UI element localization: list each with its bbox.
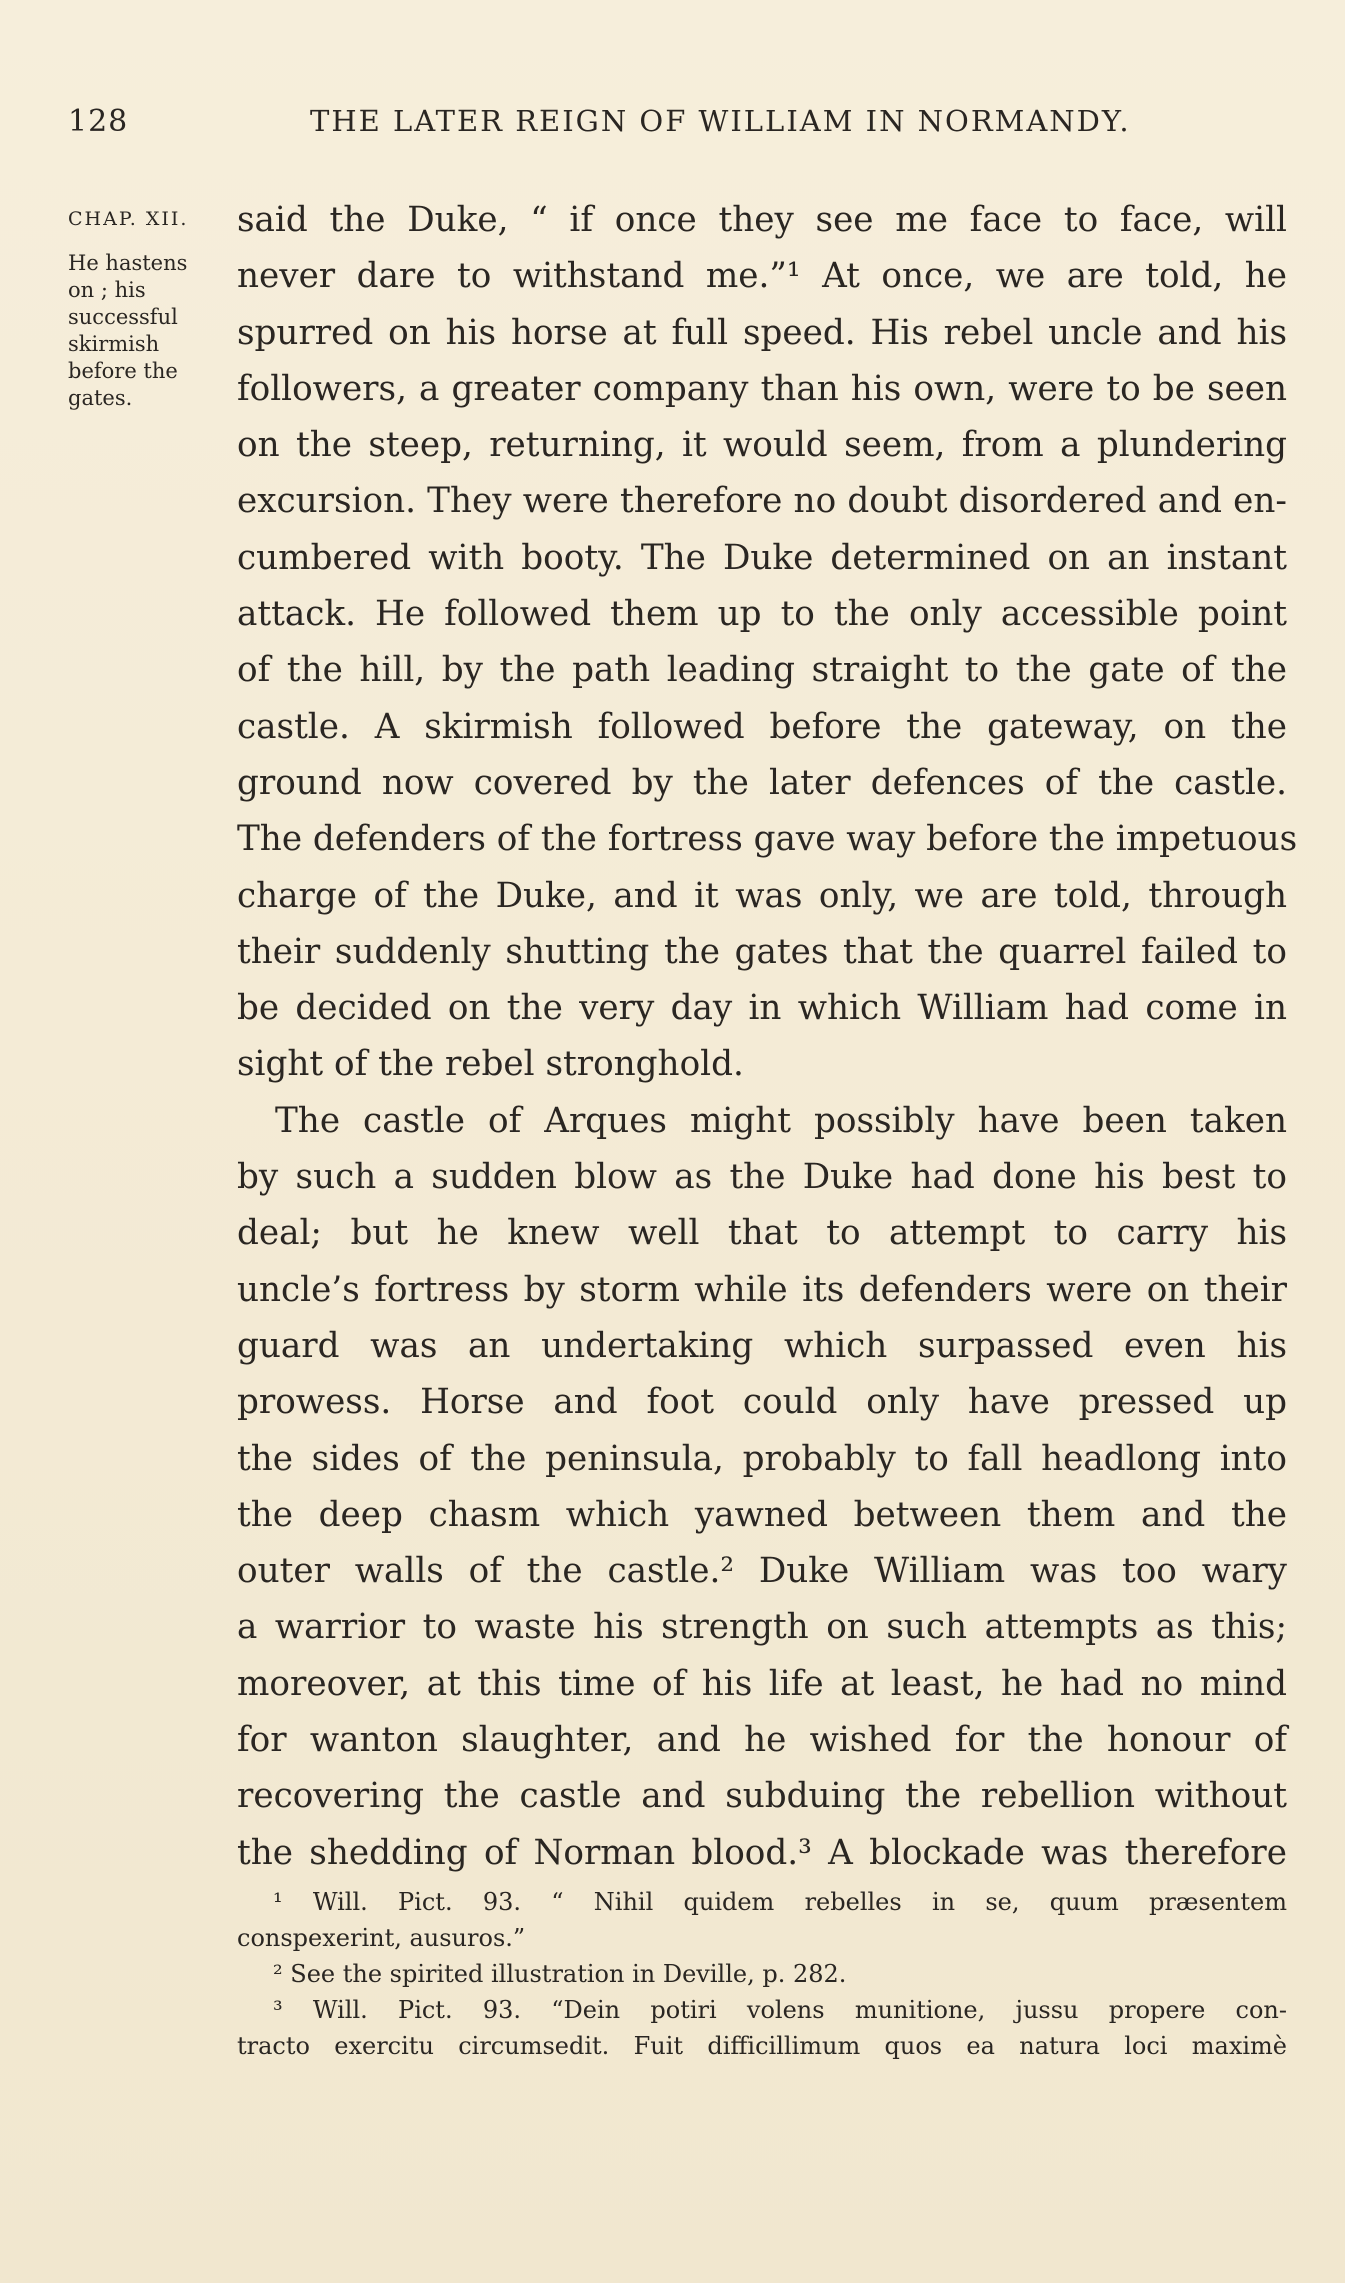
- text-line: castle. A skirmish followed before the gateway, on the: [237, 706, 1287, 747]
- text-line: be decided on the very day in which William had come in: [237, 988, 1287, 1029]
- text-line: cumbered with booty. The Duke determined on an instant: [237, 537, 1287, 578]
- footnotes: [237, 1884, 1287, 2064]
- page-header: [68, 104, 1258, 148]
- footnote-line: ³ Will. Pict. 93. “Dein potiri volens munitione, jussu propere con-: [273, 1996, 1287, 2024]
- footnote-line: conspexerint, ausuros.”: [237, 1924, 526, 1952]
- text-line: for wanton slaughter, and he wished for the honour of: [237, 1720, 1287, 1761]
- text-line: never dare to withstand me.”¹ At once, we are told, he: [237, 256, 1287, 297]
- sidenote-line: successful: [68, 305, 178, 329]
- sidenote-line: before the: [68, 359, 178, 383]
- footnote-line: ² See the spirited illustration in Deville, p. 282.: [273, 1960, 847, 1988]
- text-line: uncle’s fortress by storm while its defenders were on their: [237, 1269, 1287, 1310]
- text-line: ground now covered by the later defences of the castle.: [237, 762, 1287, 803]
- text-line: a warrior to waste his strength on such attempts as this;: [237, 1607, 1287, 1648]
- text-line: moreover, at this time of his life at least, he had no mind: [237, 1663, 1287, 1704]
- text-line: their suddenly shutting the gates that the quarrel failed to: [237, 931, 1287, 972]
- text-line: The castle of Arques might possibly have been taken: [275, 1100, 1287, 1141]
- text-line: deal; but he knew well that to attempt to carry his: [237, 1213, 1287, 1254]
- text-line: The defenders of the fortress gave way before the impetuous: [237, 819, 1298, 860]
- sidenote-line: He hastens: [68, 251, 188, 275]
- text-line: the sides of the peninsula, probably to fall headlong into: [237, 1438, 1287, 1479]
- text-line: prowess. Horse and foot could only have pressed up: [237, 1382, 1287, 1423]
- text-line: of the hill, by the path leading straight to the gate of the: [237, 650, 1287, 691]
- running-title: THE LATER REIGN OF WILLIAM IN NORMANDY.: [310, 104, 1131, 138]
- text-line: said the Duke, “ if once they see me face to face, will: [237, 200, 1287, 240]
- sidenote-line: on ; his: [68, 278, 146, 302]
- text-line: spurred on his horse at full speed. His rebel uncle and his: [237, 312, 1287, 353]
- body-text: [237, 192, 1298, 1881]
- footnote-line: ¹ Will. Pict. 93. “ Nihil quidem rebelles in se, quum præsentem: [273, 1888, 1287, 1916]
- text-line: excursion. They were therefore no doubt disordered and en-: [237, 481, 1287, 522]
- text-line: guard was an undertaking which surpassed even his: [237, 1325, 1287, 1366]
- text-line: the shedding of Norman blood.³ A blockade was therefore: [237, 1832, 1287, 1873]
- text-line: charge of the Duke, and it was only, we are told, through: [237, 875, 1287, 916]
- page-number: 128: [68, 104, 129, 139]
- sidenote-line: skirmish: [68, 332, 160, 356]
- text-line: by such a sudden blow as the Duke had done his best to: [237, 1157, 1287, 1198]
- chapter-label: CHAP. XII.: [68, 208, 189, 230]
- text-line: on the steep, returning, it would seem, from a plundering: [237, 425, 1287, 466]
- sidenote-line: gates.: [68, 386, 133, 410]
- footnote-line: tracto exercitu circumsedit. Fuit difficillimum quos ea natura loci maximè: [237, 2032, 1287, 2060]
- text-line: recovering the castle and subduing the rebellion without: [237, 1776, 1287, 1817]
- text-line: the deep chasm which yawned between them and the: [237, 1494, 1287, 1535]
- margin-sidenote: [68, 206, 233, 412]
- text-line: sight of the rebel stronghold.: [237, 1044, 744, 1085]
- text-line: outer walls of the castle.² Duke William was too wary: [237, 1551, 1287, 1592]
- text-line: attack. He followed them up to the only accessible point: [237, 594, 1287, 635]
- text-line: followers, a greater company than his own, were to be seen: [237, 368, 1287, 409]
